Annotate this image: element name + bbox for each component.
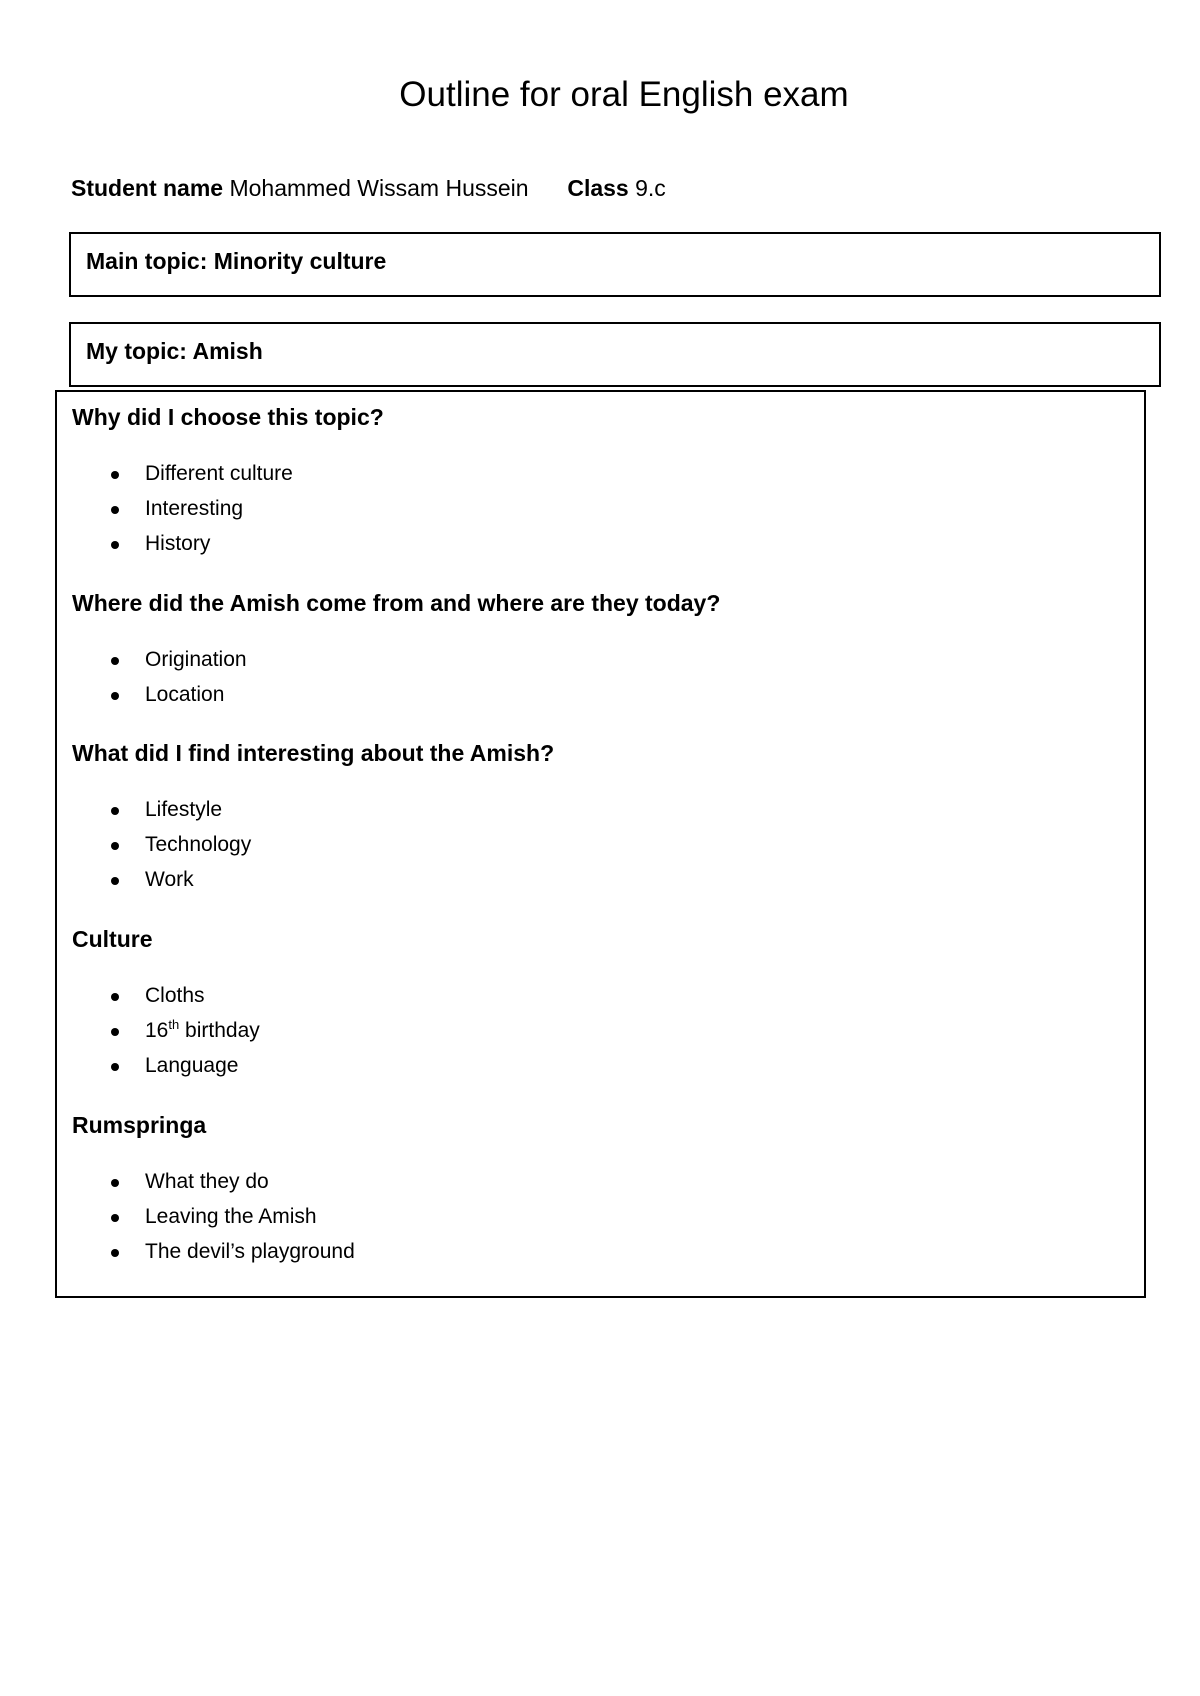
section-heading: Culture [72,926,153,952]
bullet-icon [111,471,119,479]
ordinal-suffix: th [168,1017,180,1032]
main-topic-text: Main topic: Minority culture [86,248,387,274]
bullet-icon [111,877,119,885]
student-name-value: Mohammed Wissam Hussein [229,175,529,201]
bullet-icon [111,842,119,850]
bullet-icon [111,657,119,665]
page-title: Outline for oral English exam [399,75,849,114]
section-heading: Where did the Amish come from and where are they today? [72,590,721,616]
my-topic-text: My topic: Amish [86,338,263,364]
section-heading: Rumspringa [72,1112,207,1138]
bullet-icon [111,993,119,1001]
bullet-icon [111,1028,119,1036]
main-topic-box [69,232,1161,297]
bullet-icon [111,1179,119,1187]
section-heading: Why did I choose this topic? [72,404,384,430]
outline-content-box: Why did I choose this topic? Different culture Interesting History Where did the Amish come from and where are they today? Origination Location What did I find interesting about the Amish? Lifestyle Technology Work Culture Cloths 16th birthday Language Rumspringa What they do Leaving the Amish The devil’s playground [55,390,1146,1298]
section-heading: What did I find interesting about the Amish? [72,740,555,766]
bullet-icon [111,506,119,514]
class-value: 9.c [635,175,666,201]
bullet-icon [111,692,119,700]
bullet-icon [111,1063,119,1071]
bullet-icon [111,1249,119,1257]
my-topic-box [69,322,1161,387]
class-label: Class [567,175,629,201]
student-name-label: Student name [71,175,224,201]
bullet-icon [111,541,119,549]
bullet-icon [111,807,119,815]
student-info [71,175,666,203]
bullet-icon [111,1214,119,1222]
